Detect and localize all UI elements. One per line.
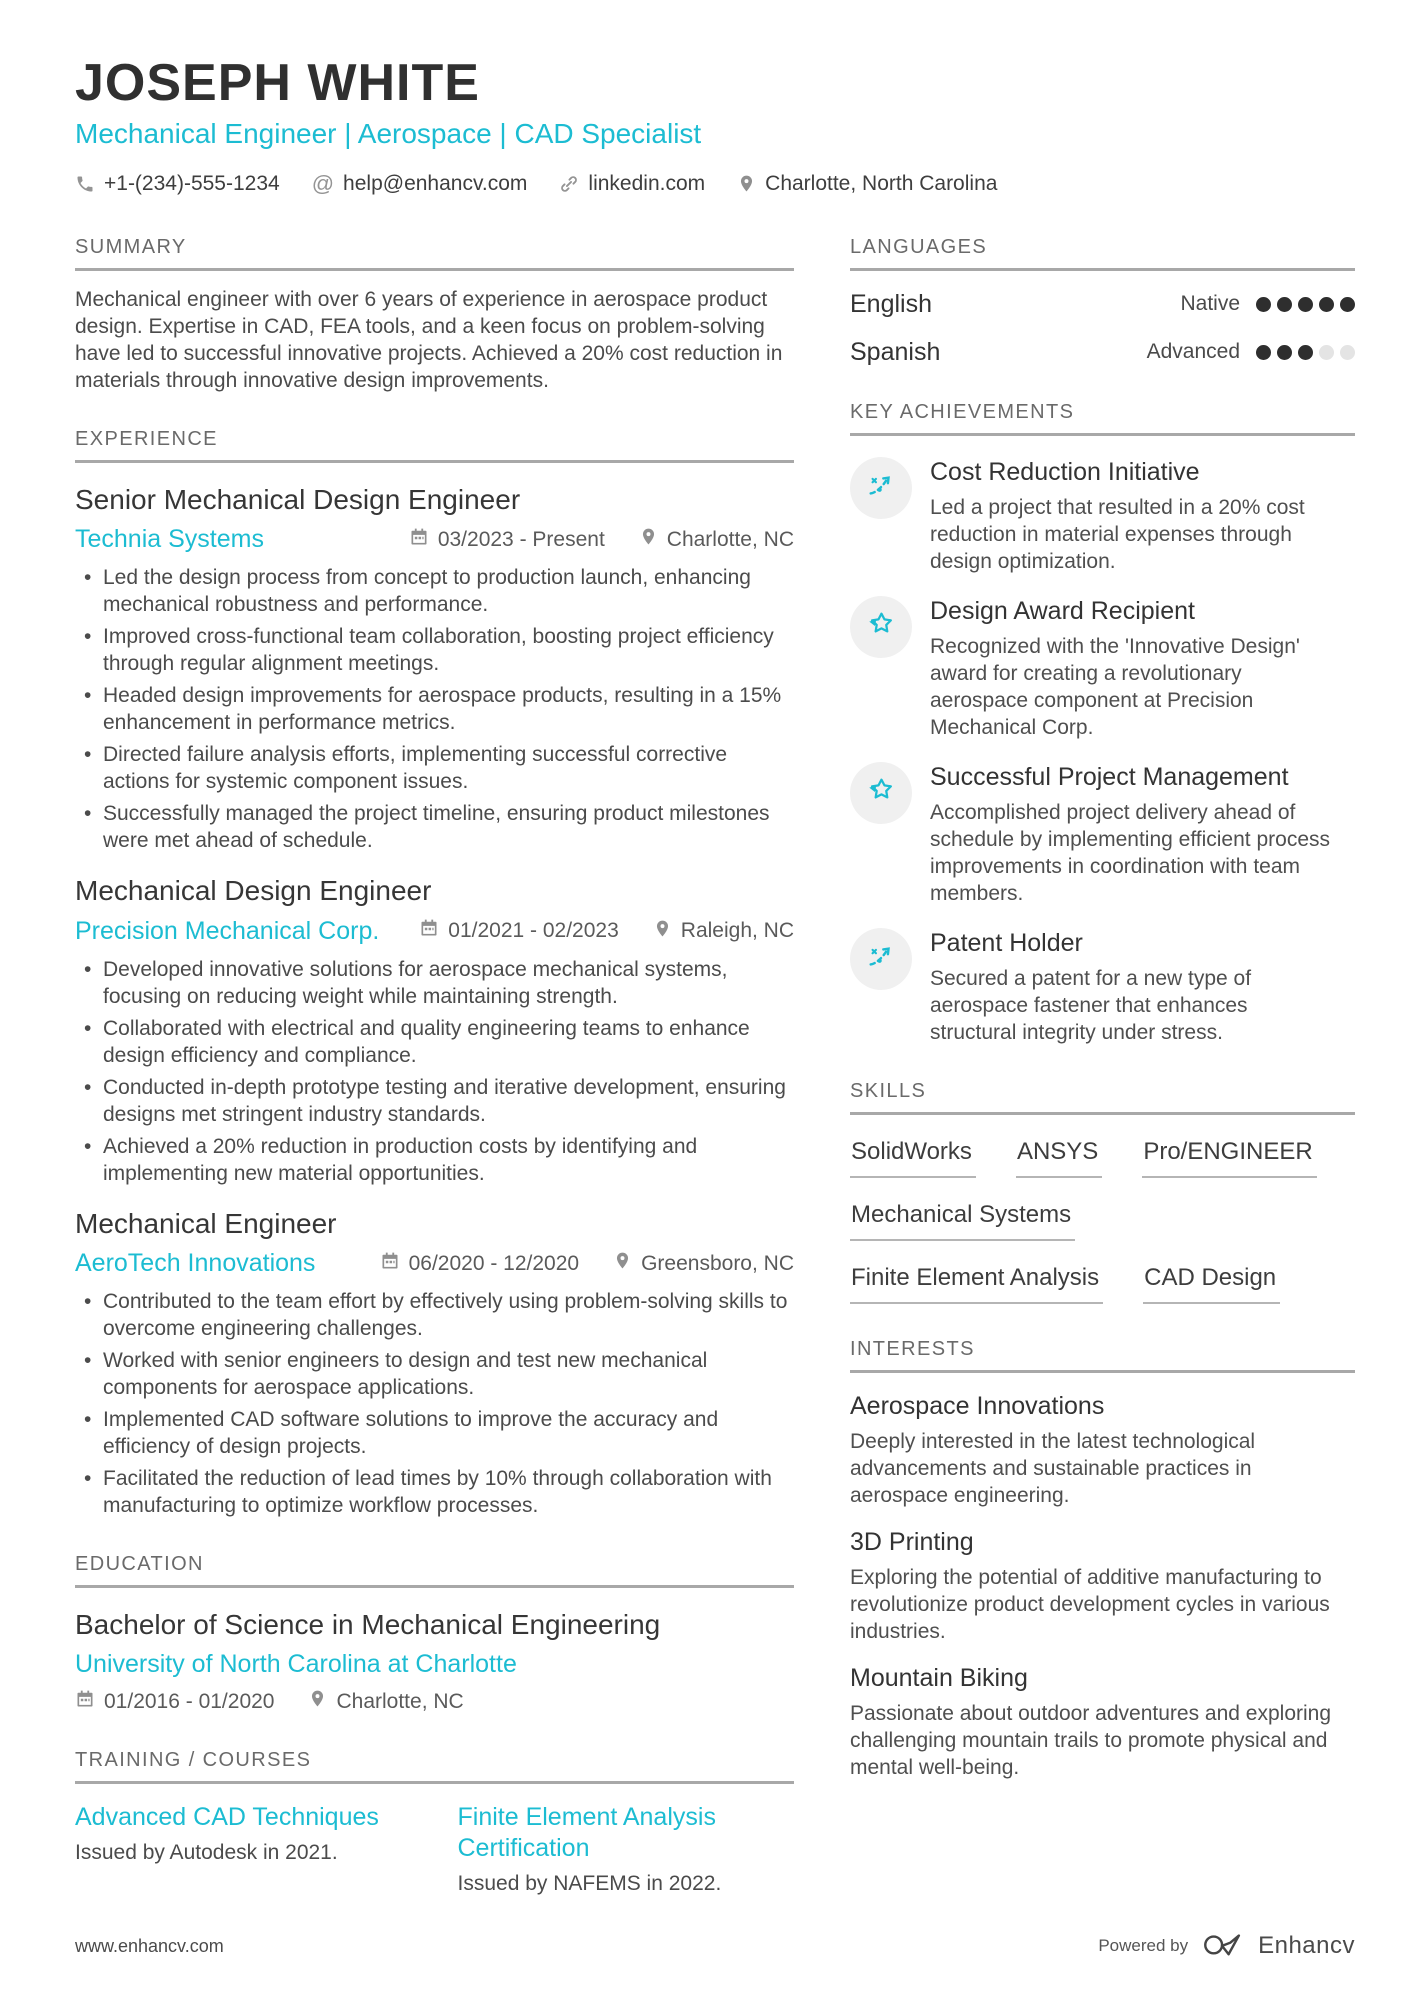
skills-row <box>850 1264 1355 1304</box>
contact-phone-text: +1-(234)-555-1234 <box>104 171 280 195</box>
location-icon <box>737 174 756 193</box>
job-location <box>613 1251 794 1276</box>
achievement-title: Cost Reduction Initiative <box>930 457 1200 486</box>
interest-title: Mountain Biking <box>850 1663 1028 1692</box>
job-bullet: • Directed failure analysis efforts, implementing successful corrective actions for systemic component issues. <box>75 741 794 795</box>
education-heading: EDUCATION <box>75 1553 794 1588</box>
job-bullet: • Worked with senior engineers to design and test new mechanical components for aerospace applications. <box>75 1347 794 1401</box>
interests-heading: INTERESTS <box>850 1338 1355 1373</box>
contact-location-text: Charlotte, North Carolina <box>765 171 998 195</box>
interests-list <box>850 1392 1355 1781</box>
language-level: Advanced <box>1146 340 1240 364</box>
education-dates-text: 01/2016 - 01/2020 <box>104 1689 275 1713</box>
skills-section <box>850 1080 1355 1304</box>
contact-location <box>737 172 997 196</box>
achievement-text: Secured a patent for a new type of aerospace fastener that enhances structural integrity under stress. <box>930 966 1252 1044</box>
job-bullet: • Collaborated with electrical and quality engineering teams to enhance design efficiency and compliance. <box>75 1015 794 1069</box>
proficiency-dot <box>1256 345 1271 360</box>
footer-site-link[interactable]: www.enhancv.com <box>75 1935 224 1956</box>
job-bullet: • Conducted in-depth prototype testing and iterative development, ensuring designs met stringent industry standards. <box>75 1074 794 1128</box>
achievement-title: Patent Holder <box>930 928 1083 957</box>
job-entry <box>75 483 794 855</box>
contact-linkedin-text[interactable]: linkedin.com <box>588 171 706 195</box>
proficiency-dot <box>1319 297 1334 312</box>
skill-item: SolidWorks <box>850 1138 976 1178</box>
powered-by-enhancv[interactable] <box>1098 1930 1355 1963</box>
degree-title: Bachelor of Science in Mechanical Engineering <box>75 1609 661 1641</box>
achievement-item <box>850 928 1355 1046</box>
course-item <box>458 1802 795 1896</box>
job-bullet: • Improved cross-functional team collaboration, boosting project efficiency through regular alignment meetings. <box>75 623 794 677</box>
job-title: Mechanical Design Engineer <box>75 875 432 907</box>
proficiency-dot <box>1277 345 1292 360</box>
job-dates <box>380 1251 579 1277</box>
school-name: University of North Carolina at Charlotte <box>75 1649 517 1678</box>
interest-text: Passionate about outdoor adventures and exploring challenging mountain trails to promote physical and mental well-being. <box>850 1701 1332 1779</box>
job-location-text: Raleigh, NC <box>680 919 794 943</box>
achievement-icon-circle <box>850 762 912 824</box>
proficiency-dot <box>1340 297 1355 312</box>
skill-item: Mechanical Systems <box>850 1201 1075 1241</box>
contact-linkedin[interactable] <box>559 172 705 196</box>
achievements-heading: KEY ACHIEVEMENTS <box>850 401 1355 436</box>
job-location <box>639 527 794 552</box>
course-issued: Issued by NAFEMS in 2022. <box>457 1871 722 1895</box>
job-dates-text: 01/2021 - 02/2023 <box>448 919 619 943</box>
job-company: Technia Systems <box>75 525 264 554</box>
proficiency-dot <box>1298 345 1313 360</box>
job-bullet: • Contributed to the team effort by effectively using problem-solving skills to overcome engineering challenges. <box>75 1288 794 1342</box>
job-bullet: • Led the design process from concept to production launch, enhancing mechanical robustness and performance. <box>75 564 794 618</box>
education-dates <box>75 1689 274 1715</box>
experience-section <box>75 428 794 1520</box>
calendar-icon <box>75 1689 95 1715</box>
achievement-item <box>850 596 1355 741</box>
contact-phone <box>75 172 280 196</box>
contact-email[interactable] <box>312 172 528 196</box>
jobs-list <box>75 483 794 1520</box>
language-row <box>850 338 1355 367</box>
location-icon <box>653 919 672 944</box>
training-section <box>75 1749 794 1896</box>
job-entry <box>75 1207 794 1520</box>
job-location-text: Charlotte, NC <box>666 527 794 551</box>
interest-item <box>850 1528 1355 1645</box>
proficiency-dot <box>1277 297 1292 312</box>
proficiency-dot <box>1319 345 1334 360</box>
language-name: Spanish <box>850 337 941 366</box>
summary-heading: SUMMARY <box>75 236 794 271</box>
education-section <box>75 1553 794 1715</box>
job-company: Precision Mechanical Corp. <box>75 916 380 945</box>
job-bullet: • Implemented CAD software solutions to improve the accuracy and efficiency of design projects. <box>75 1406 794 1460</box>
job-bullet: • Successfully managed the project timeline, ensuring product milestones were met ahead of schedule. <box>75 800 794 854</box>
location-icon <box>613 1251 632 1276</box>
calendar-icon <box>419 918 439 944</box>
achievement-text: Accomplished project delivery ahead of schedule by implementing efficient process improvements in coordination with team members. <box>930 800 1330 905</box>
job-location-text: Greensboro, NC <box>641 1251 794 1275</box>
skills-row <box>850 1138 1355 1178</box>
course-title: Advanced CAD Techniques <box>75 1802 379 1831</box>
language-proficiency-dots <box>1256 345 1355 360</box>
link-icon <box>559 174 579 194</box>
person-name: JOSEPH WHITE <box>75 54 480 112</box>
right-column <box>850 236 1355 1930</box>
job-dates <box>419 918 618 944</box>
job-dates-text: 03/2023 - Present <box>437 527 605 551</box>
at-icon: @ <box>311 170 335 196</box>
resume-header <box>75 56 1355 196</box>
enhancv-logo-icon <box>1201 1930 1245 1963</box>
achievements-section <box>850 401 1355 1046</box>
language-level: Native <box>1180 292 1240 316</box>
job-bullet: • Developed innovative solutions for aerospace mechanical systems, focusing on reducing weight while maintaining strength. <box>75 956 794 1010</box>
proficiency-dot <box>1298 297 1313 312</box>
experience-heading: EXPERIENCE <box>75 428 794 463</box>
job-bullet: • Achieved a 20% reduction in production costs by identifying and implementing new material opportunities. <box>75 1133 794 1187</box>
powered-by-label: Powered by <box>1098 1936 1189 1956</box>
left-column <box>75 236 794 1930</box>
location-icon <box>639 527 658 552</box>
contact-row <box>75 172 1355 196</box>
skills-row <box>850 1201 1355 1241</box>
skills-list <box>850 1138 1355 1304</box>
skill-item: CAD Design <box>1143 1264 1280 1304</box>
skill-item: Pro/ENGINEER <box>1142 1138 1316 1178</box>
training-heading: TRAINING / COURSES <box>75 1749 794 1784</box>
achievement-title: Successful Project Management <box>930 762 1289 791</box>
skill-item: ANSYS <box>1016 1138 1102 1178</box>
interest-item <box>850 1664 1355 1781</box>
contact-email-text[interactable]: help@enhancv.com <box>343 171 528 195</box>
trend-route-icon <box>866 470 896 505</box>
achievement-icon-circle <box>850 928 912 990</box>
job-bullets <box>75 564 794 854</box>
language-row <box>850 290 1355 319</box>
achievement-item <box>850 762 1355 907</box>
achievement-icon-circle <box>850 596 912 658</box>
interest-title: Aerospace Innovations <box>850 1391 1105 1420</box>
trend-route-icon <box>866 941 896 976</box>
language-proficiency-dots <box>1256 297 1355 312</box>
phone-icon <box>75 174 95 194</box>
page-footer <box>75 1930 1355 1963</box>
job-entry <box>75 874 794 1187</box>
job-company: AeroTech Innovations <box>75 1249 316 1278</box>
courses-list <box>75 1802 794 1896</box>
interest-title: 3D Printing <box>850 1527 974 1556</box>
job-dates <box>409 527 605 553</box>
education-location <box>308 1689 463 1714</box>
languages-section <box>850 236 1355 367</box>
achievement-title: Design Award Recipient <box>930 596 1195 625</box>
achievement-icon-circle <box>850 457 912 519</box>
star-badge-icon <box>866 775 896 810</box>
job-location <box>653 919 794 944</box>
interest-text: Exploring the potential of additive manufacturing to revolutionize product development cycles in various industries. <box>850 1565 1330 1643</box>
summary-section <box>75 236 794 394</box>
skills-heading: SKILLS <box>850 1080 1355 1115</box>
location-icon <box>308 1689 327 1714</box>
job-bullet: • Facilitated the reduction of lead times by 10% through collaboration with manufacturing to optimize workflow processes. <box>75 1465 794 1519</box>
job-title: Senior Mechanical Design Engineer <box>75 483 521 515</box>
languages-heading: LANGUAGES <box>850 236 1355 271</box>
summary-text: Mechanical engineer with over 6 years of experience in aerospace product design. Expertise in CAD, FEA tools, and a keen focus on problem-solving have led to successful innovative projects. Achieved a 20% cost reduction in materials through innovative design improvements. <box>75 287 783 392</box>
job-bullet: • Headed design improvements for aerospace products, resulting in a 15% enhancement in performance metrics. <box>75 682 794 736</box>
person-headline: Mechanical Engineer | Aerospace | CAD Specialist <box>75 117 702 149</box>
proficiency-dot <box>1340 345 1355 360</box>
calendar-icon <box>409 527 429 553</box>
course-issued: Issued by Autodesk in 2021. <box>75 1840 338 1864</box>
star-badge-icon <box>866 609 896 644</box>
enhancv-wordmark: Enhancv <box>1258 1932 1355 1960</box>
interest-text: Deeply interested in the latest technological advancements and sustainable practices in aerospace engineering. <box>850 1429 1256 1507</box>
interest-item <box>850 1392 1355 1509</box>
interests-section <box>850 1338 1355 1781</box>
achievement-item <box>850 457 1355 575</box>
job-dates-text: 06/2020 - 12/2020 <box>408 1251 580 1275</box>
job-title: Mechanical Engineer <box>75 1207 337 1239</box>
education-location-text: Charlotte, NC <box>336 1689 464 1713</box>
achievement-text: Led a project that resulted in a 20% cost reduction in material expenses through design optimization. <box>930 495 1305 573</box>
proficiency-dot <box>1256 297 1271 312</box>
skill-item: Finite Element Analysis <box>850 1264 1103 1304</box>
course-item <box>75 1802 412 1896</box>
job-bullets <box>75 956 794 1187</box>
achievements-list <box>850 457 1355 1046</box>
language-name: English <box>850 289 932 318</box>
job-bullets <box>75 1288 794 1519</box>
languages-list <box>850 290 1355 367</box>
achievement-text: Recognized with the 'Innovative Design' award for creating a revolutionary aerospace component at Precision Mechanical Corp. <box>930 634 1300 739</box>
course-title: Finite Element Analysis Certification <box>457 1802 716 1862</box>
calendar-icon <box>380 1251 400 1277</box>
